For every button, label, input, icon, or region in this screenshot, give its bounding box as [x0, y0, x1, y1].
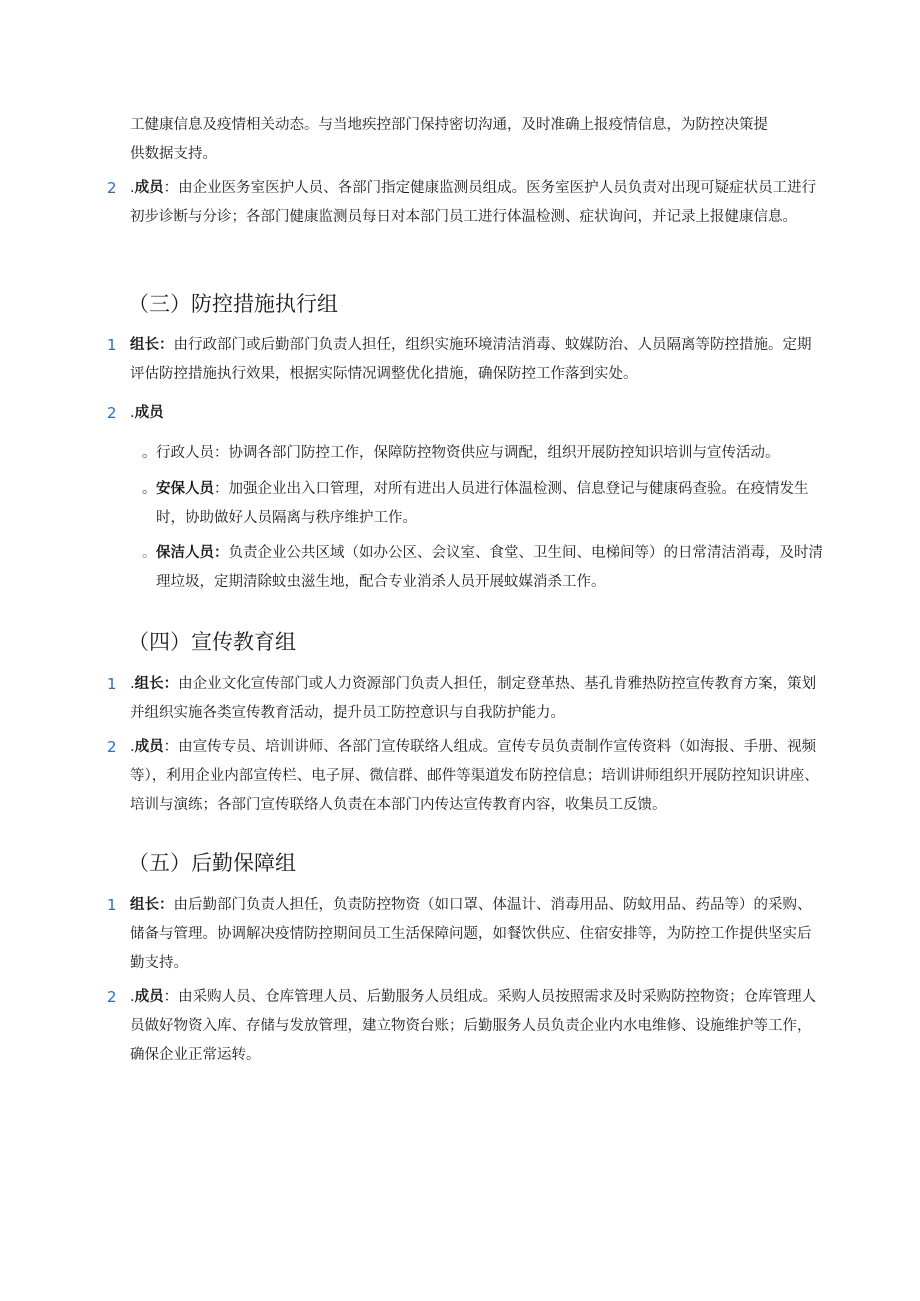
- list-item-body: 由采购人员、仓库管理人员、后勤服务人员组成。采购人员按照需求及时采购防控物资；仓库管理人员做好物资入库、存储与发放管理，建立物资台账；后勤服务人员负责企业内水电维修、设施维护等工作，确保企业正常运转。: [130, 989, 817, 1063]
- intro-line-1: 工健康信息及疫情相关动态。与当地疾控部门保持密切沟通，及时准确上报疫情信息，为防控决策提: [130, 117, 768, 133]
- list-item-label: 成员: [134, 405, 164, 421]
- bullet-icon: 。: [142, 481, 156, 497]
- list-item-text: [130, 670, 820, 728]
- sub-list-text: [156, 539, 824, 597]
- list-number: 1: [107, 675, 117, 693]
- list-item-text: [130, 399, 820, 428]
- sub-list-body: 行政人员：协调各部门防控工作，保障防控物资供应与调配，组织开展防控知识培训与宣传活动。: [156, 445, 780, 461]
- section-heading: （四）宣传教育组: [128, 630, 296, 654]
- list-item-body: 由企业医务室医护人员、各部门指定健康监测员组成。医务室医护人员负责对出现可疑症状员工进行初步诊断与分诊；各部门健康监测员每日对本部门员工进行体温检测、症状询问，并记录上报健康信息。: [130, 180, 817, 225]
- list-item-label: 组长: [130, 337, 159, 353]
- section-heading: （五）后勤保障组: [128, 851, 296, 875]
- sub-list-text: [156, 475, 824, 533]
- list-prefix: .: [130, 739, 135, 755]
- list-number: 2: [107, 988, 117, 1006]
- list-item-label: 组长: [134, 676, 164, 692]
- list-item-body: 由后勤部门负责人担任，负责防控物资（如口罩、体温计、消毒用品、防蚊用品、药品等）的采购、储备与管理。协调解决疫情防控期间员工生活保障问题，如餐饮供应、住宿安排等，为防控工作提供坚实后勤支持。: [130, 897, 812, 971]
- label-separator: ：: [214, 545, 229, 561]
- sub-list-text: [156, 439, 824, 468]
- bullet-icon: 。: [142, 445, 156, 461]
- label-separator: ：: [214, 481, 229, 497]
- sub-list-body: 加强企业出入口管理，对所有进出人员进行体温检测、信息登记与健康码查验。在疫情发生时，协助做好人员隔离与秩序维护工作。: [156, 481, 809, 526]
- intro-line-2: 供数据支持。: [130, 146, 217, 162]
- label-separator: ：: [163, 739, 179, 755]
- list-item-label: 成员: [134, 180, 164, 196]
- list-item-body: 由行政部门或后勤部门负责人担任，组织实施环境清洁消毒、蚊媒防治、人员隔离等防控措施。定期评估防控措施执行效果，根据实际情况调整优化措施，确保防控工作落到实处。: [130, 337, 812, 382]
- list-prefix: .: [130, 180, 135, 196]
- list-prefix: .: [130, 676, 135, 692]
- bullet-icon: 。: [142, 545, 156, 561]
- list-item-text: [130, 331, 820, 389]
- sub-list-body: 负责企业公共区域（如办公区、会议室、食堂、卫生间、电梯间等）的日常清洁消毒，及时清理垃圾，定期清除蚊虫滋生地，配合专业消杀人员开展蚊媒消杀工作。: [156, 545, 823, 590]
- label-separator: ：: [163, 989, 179, 1005]
- label-separator: ：: [163, 180, 179, 196]
- list-item-text: [130, 891, 820, 978]
- list-number: 1: [107, 896, 117, 914]
- intro-paragraph: [130, 111, 820, 169]
- section-heading: （三）防控措施执行组: [128, 292, 338, 316]
- list-item-text: [130, 733, 820, 820]
- list-prefix: .: [130, 989, 135, 1005]
- list-number: 2: [107, 738, 117, 756]
- list-item-label: 成员: [134, 739, 164, 755]
- list-item-label: 组长: [130, 897, 159, 913]
- list-prefix: .: [130, 405, 135, 421]
- list-number: 1: [107, 336, 117, 354]
- label-separator: ：: [159, 897, 174, 913]
- list-item-text: [130, 174, 820, 232]
- label-separator: ：: [159, 337, 174, 353]
- list-item-body: 由宣传专员、培训讲师、各部门宣传联络人组成。宣传专员负责制作宣传资料（如海报、手册、视频等），利用企业内部宣传栏、电子屏、微信群、邮件等渠道发布防控信息；培训讲师组织开展防控知识讲座、培训与演练；各部门宣传联络人负责在本部门内传达宣传教育内容，收集员工反馈。: [130, 739, 819, 813]
- label-separator: ：: [163, 676, 179, 692]
- sub-list-label: 保洁人员: [156, 545, 214, 561]
- sub-list-label: 安保人员: [156, 481, 214, 497]
- list-item-body: 由企业文化宣传部门或人力资源部门负责人担任，制定登革热、基孔肯雅热防控宣传教育方案，策划并组织实施各类宣传教育活动，提升员工防控意识与自我防护能力。: [130, 676, 817, 721]
- list-number: 2: [107, 179, 117, 197]
- list-number: 2: [107, 404, 117, 422]
- list-item-text: [130, 983, 820, 1070]
- list-item-label: 成员: [134, 989, 164, 1005]
